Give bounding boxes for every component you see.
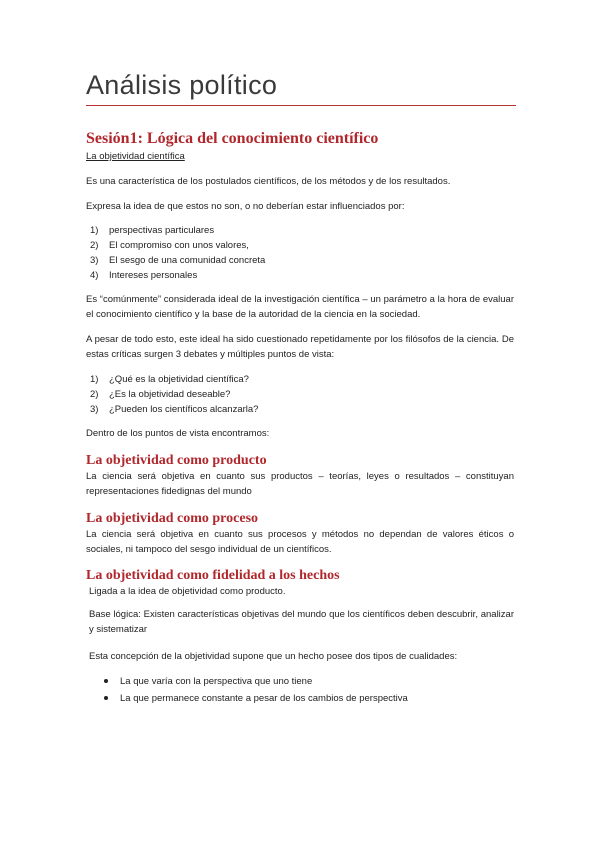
- paragraph-producto: La ciencia será objetiva en cuanto sus productos – teorías, leyes o resultados – constituyan representaciones fidedignas del mundo: [86, 471, 514, 497]
- heading-producto: La objetividad como producto: [86, 453, 267, 468]
- paragraph-fidelidad-1: Ligada a la idea de objetividad como producto.: [89, 586, 286, 597]
- list-item: 2) El compromiso con unos valores,: [90, 240, 249, 251]
- paragraph-ideal: Es “comúnmente” considerada ideal de la investigación científica – un parámetro a la hora de evaluar el conocimiento científico y la base de la autoridad de la ciencia en la sociedad.: [86, 294, 514, 320]
- bullet-icon: [104, 679, 108, 683]
- session-heading: Sesión1: Lógica del conocimiento científico: [86, 130, 379, 147]
- heading-fidelidad: La objetividad como fidelidad a los hechos: [86, 568, 340, 583]
- page-title: Análisis político: [86, 70, 278, 100]
- paragraph-influences-intro: Expresa la idea de que estos no son, o no deberían estar influenciados por:: [86, 201, 405, 212]
- section-subheading: La objetividad científica: [86, 151, 185, 162]
- title-rule: [86, 105, 516, 106]
- list-item: 1) ¿Qué es la objetividad científica?: [90, 374, 249, 385]
- influences-list: [90, 223, 265, 283]
- list-item: 4) Intereses personales: [90, 270, 198, 281]
- list-item: 1) perspectivas particulares: [90, 225, 215, 236]
- bullet-icon: [104, 696, 108, 700]
- paragraph-fidelidad-3: Esta concepción de la objetividad supone que un hecho posee dos tipos de cualidades:: [89, 651, 458, 662]
- qualities-list: [104, 673, 408, 707]
- paragraph-definition: Es una característica de los postulados científicos, de los métodos y de los resultados.: [86, 176, 451, 187]
- list-item: La que permanece constante a pesar de los cambios de perspectiva: [104, 690, 408, 707]
- paragraph-proceso: La ciencia será objetiva en cuanto sus procesos y métodos no dependan de valores éticos o sociales, ni tampoco del sesgo individual de un científicos.: [86, 529, 514, 555]
- paragraph-critiques: A pesar de todo esto, este ideal ha sido cuestionado repetidamente por los filósofos de la ciencia. De estas críticas surgen 3 debates y múltiples puntos de vista:: [86, 334, 514, 360]
- list-item: 3) ¿Pueden los científicos alcanzarla?: [90, 404, 259, 415]
- list-item: 3) El sesgo de una comunidad concreta: [90, 255, 266, 266]
- paragraph-viewpoints: Dentro de los puntos de vista encontramos:: [86, 428, 270, 439]
- list-item: La que varía con la perspectiva que uno tiene: [104, 673, 408, 690]
- debates-list: [90, 372, 258, 417]
- heading-proceso: La objetividad como proceso: [86, 511, 259, 526]
- list-item: 2) ¿Es la objetividad deseable?: [90, 389, 231, 400]
- paragraph-fidelidad-2: Base lógica: Existen características objetivas del mundo que los científicos deben descubrir, analizar y sistematizar: [89, 609, 514, 635]
